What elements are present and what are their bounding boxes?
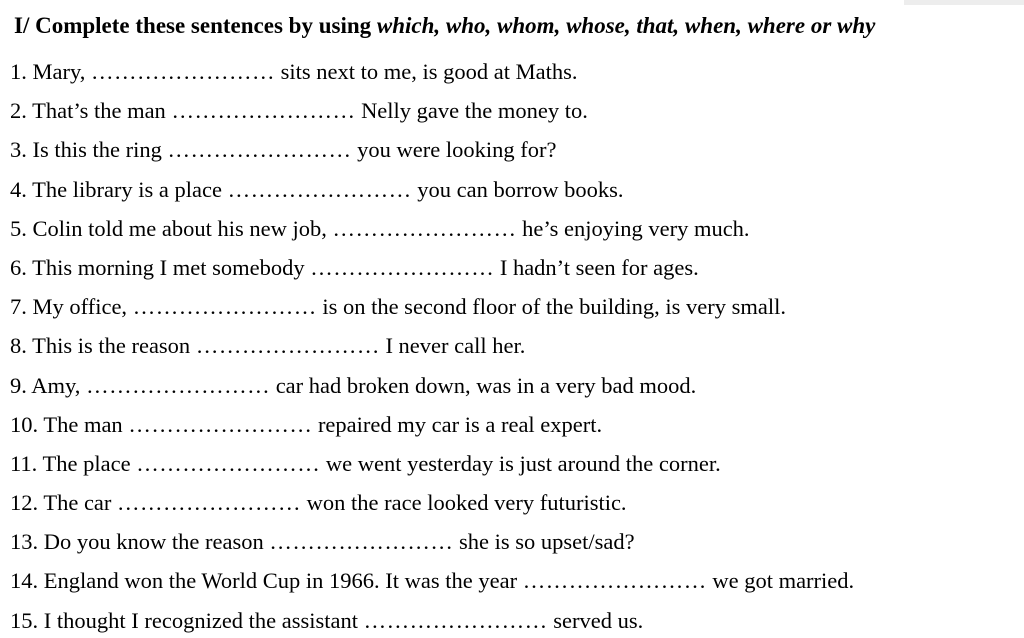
sentence-item [10,52,1024,91]
sentence-text-after: you were looking for? [357,137,557,163]
sentence-item [10,366,1024,405]
sentence-item [10,326,1024,365]
sentence-text-after: you can borrow books. [417,176,624,202]
sentence-blank: …………………… [269,529,454,555]
sentence-text-before: Do you know the reason [43,529,264,555]
sentence-text-after: we went yesterday is just around the corner. [325,450,721,476]
sentence-text-before: Mary, [32,59,86,84]
sentence-item [10,522,1024,561]
sentence-text-before: The place [42,450,131,476]
sentence-text-before: Colin told me about his new job, [32,215,327,241]
sentence-number: 10. [10,411,39,437]
sentence-item [10,91,1024,130]
sentence-text-before: England won the World Cup in 1966. It was the year [43,568,518,594]
sentence-item [10,287,1024,326]
sentence-text-after: repaired my car is a real expert. [317,411,603,437]
sentence-text-before: Amy, [31,372,81,398]
sentence-text-before: This morning I met somebody [32,254,305,280]
sentence-blank: …………………… [167,137,352,163]
sentence-text-after: sits next to me, is good at Maths. [280,59,578,84]
sentence-item [10,248,1024,287]
sentence-number: 9. [10,372,27,398]
sentence-number: 11. [10,450,38,476]
sentence-text-before: The library is a place [32,176,223,202]
sentence-text-before: That’s the man [32,98,166,124]
sentence-blank: …………………… [522,568,707,594]
sentence-item [10,405,1024,444]
sentence-text-after: Nelly gave the money to. [361,98,588,124]
sentence-number: 14. [10,568,39,594]
sentence-text-before: This is the reason [32,333,191,359]
sentence-number: 2. [10,98,27,124]
sentence-blank: …………………… [86,372,271,398]
sentence-list [10,52,1024,638]
sentence-text-after: we got married. [712,568,855,594]
sentence-blank: …………………… [310,254,495,280]
sentence-number: 5. [10,215,27,241]
exercise-heading [14,6,1024,52]
sentence-text-before: The car [43,490,112,516]
sentence-number: 4. [10,176,27,202]
sentence-number: 12. [10,490,39,516]
sentence-blank: …………………… [332,215,517,241]
exercise-word-bank: which, who, whom, whose, that, when, where or why [376,13,876,38]
sentence-text-before: Is this the ring [32,137,162,163]
sentence-blank: …………………… [136,450,321,476]
sentence-blank: …………………… [91,59,276,84]
sentence-number: 6. [10,254,27,280]
sentence-blank: …………………… [117,490,302,516]
sentence-blank: …………………… [363,607,548,633]
sentence-item [10,601,1024,638]
sentence-text-before: My office, [32,294,128,320]
sentence-text-after: he’s enjoying very much. [522,215,750,241]
sentence-text-after: won the race looked very futuristic. [306,490,627,516]
sentence-text-before: I thought I recognized the assistant [43,607,359,633]
sentence-blank: …………………… [132,294,317,320]
sentence-blank: …………………… [227,176,412,202]
sentence-number: 1. [10,59,27,84]
sentence-text-after: is on the second floor of the building, is very small. [322,294,786,320]
sentence-text-before: The man [43,411,123,437]
sentence-text-after: served us. [553,607,644,633]
sentence-text-after: I hadn’t seen for ages. [499,254,699,280]
sentence-item [10,561,1024,600]
exercise-instruction: I/ Complete these sentences by using [14,13,372,38]
sentence-item [10,483,1024,522]
sentence-item [10,444,1024,483]
sentence-text-after: car had broken down, was in a very bad mood. [275,372,697,398]
scan-artifact-strip [904,0,1024,5]
sentence-text-after: she is so upset/sad? [458,529,635,555]
sentence-number: 15. [10,607,39,633]
sentence-blank: …………………… [195,333,380,359]
sentence-number: 7. [10,294,27,320]
sentence-text-after: I never call her. [385,333,526,359]
sentence-item [10,170,1024,209]
sentence-number: 13. [10,529,39,555]
sentence-item [10,209,1024,248]
sentence-item [10,130,1024,169]
sentence-blank: …………………… [171,98,356,124]
sentence-number: 3. [10,137,27,163]
sentence-number: 8. [10,333,27,359]
sentence-blank: …………………… [128,411,313,437]
